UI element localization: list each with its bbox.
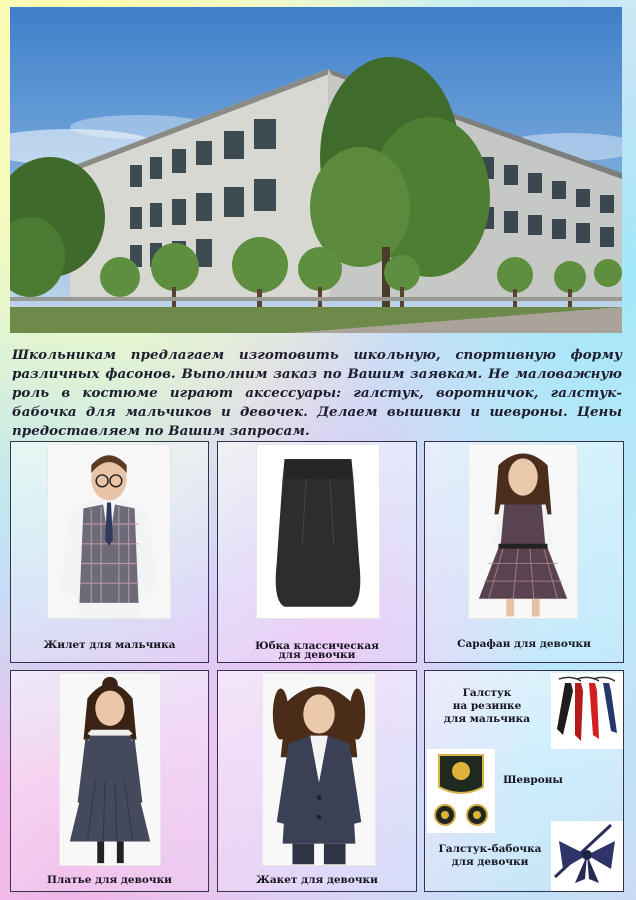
bowtie-photo[interactable] (551, 821, 623, 891)
product-card-dress-girl[interactable] (10, 670, 209, 892)
jacket-girl-photo (262, 673, 376, 866)
skirt-caption-line2: для девочки (278, 649, 356, 661)
bowtie-label-line1: Галстук-бабочка (438, 843, 542, 855)
skirt-illustration (257, 445, 379, 618)
product-card-skirt-girl[interactable] (217, 441, 417, 663)
product-card-jacket-girl[interactable] (217, 670, 417, 892)
skirt-caption-line1: Юбка классическая (255, 640, 379, 652)
sarafan-girl-photo (468, 444, 578, 619)
vest-boy-photo (47, 444, 171, 619)
dress-girl-illustration (60, 674, 160, 865)
dress-girl-photo (59, 673, 161, 866)
tie-label (437, 687, 537, 726)
ties-illustration (551, 673, 623, 749)
jacket-caption: Жакет для девочки (256, 874, 378, 886)
skirt-photo (256, 444, 380, 619)
jacket-girl-illustration (263, 674, 375, 865)
intro-paragraph: Школьникам предлагаем изготовить школьную, спортивную форму различных фасонов. Выполним заказ по Вашим заявкам. Не маловажную роль в костюме играют аксессуары: галстук, воротничок, галстук-бабочка для мальчиков и девочек. Делаем вышивки и шевроны. Цены предоставляем по Вашим запросам. (12, 347, 622, 439)
tie-label-line3: для мальчика (443, 713, 531, 725)
sarafan-girl-illustration (469, 445, 577, 618)
ties-photo[interactable] (551, 673, 623, 749)
bowtie-label-line2: для девочки (451, 856, 529, 868)
chevrons-label: Шевроны (503, 774, 563, 786)
sarafan-caption: Сарафан для девочки (457, 638, 591, 650)
dress-caption: Платье для девочки (47, 874, 172, 886)
bowtie-label (431, 843, 549, 869)
product-card-sarafan-girl[interactable] (424, 441, 624, 663)
school-building-illustration (10, 7, 622, 333)
bowtie-illustration (551, 821, 623, 891)
school-building-photo (10, 7, 622, 333)
chevrons-photo[interactable] (427, 749, 495, 833)
accessories-card (424, 670, 624, 892)
vest-boy-caption: Жилет для мальчика (43, 639, 176, 651)
chevrons-illustration (427, 749, 495, 833)
tie-label-line2: на резинке (452, 700, 522, 712)
vest-boy-illustration (48, 445, 170, 618)
tie-label-line1: Галстук (462, 687, 512, 699)
product-card-vest-boy[interactable] (10, 441, 209, 663)
